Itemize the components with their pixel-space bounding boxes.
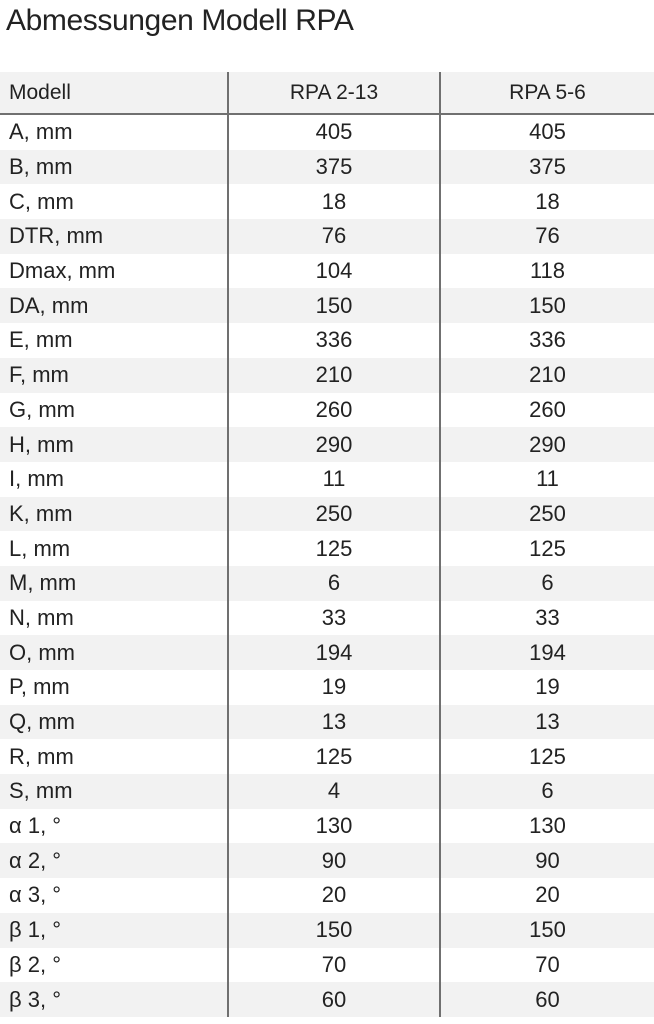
table-row [0,878,654,913]
cell-rpa-5-6: 6 [541,570,554,596]
table-row [0,254,654,289]
cell-rpa-5-6: 60 [535,986,560,1012]
cell-rpa-2-13: 18 [229,184,441,219]
cell-rpa-2-13: 130 [229,809,441,844]
table-row [0,358,654,393]
cell-rpa-5-6: 290 [529,431,566,457]
table-row [0,739,654,774]
table-row [0,115,654,150]
table-row [0,670,654,705]
table-body [0,115,654,1017]
table-row [0,219,654,254]
cell-rpa-5-6: 405 [529,119,566,145]
cell-rpa-2-13: 13 [229,705,441,740]
cell-dimension: B, mm [0,150,229,185]
cell-rpa-2-13: 125 [229,739,441,774]
cell-rpa-5-6: 125 [529,743,566,769]
cell-rpa-5-6: 250 [529,500,566,526]
cell-rpa-5-6: 125 [529,535,566,561]
cell-rpa-5-6: 13 [535,709,560,735]
table-row [0,497,654,532]
cell-rpa-2-13: 60 [229,982,441,1017]
cell-dimension: S, mm [0,774,229,809]
cell-dimension: A, mm [0,115,229,150]
cell-rpa-2-13: 194 [229,635,441,670]
table-row [0,531,654,566]
cell-rpa-5-6: 150 [529,917,566,943]
cell-dimension: F, mm [0,358,229,393]
table-row [0,913,654,948]
cell-rpa-2-13: 90 [229,843,441,878]
cell-dimension: O, mm [0,635,229,670]
table-row [0,288,654,323]
cell-rpa-5-6: 90 [535,847,560,873]
cell-dimension: DTR, mm [0,219,229,254]
table-row [0,635,654,670]
cell-dimension: α 1, ° [0,809,229,844]
cell-rpa-5-6: 336 [529,327,566,353]
cell-rpa-5-6: 33 [535,604,560,630]
cell-dimension: β 2, ° [0,948,229,983]
table-row [0,566,654,601]
cell-dimension: Dmax, mm [0,254,229,289]
cell-dimension: α 2, ° [0,843,229,878]
cell-rpa-5-6: 19 [535,674,560,700]
page-title: Abmessungen Modell RPA [6,4,354,37]
cell-rpa-2-13: 150 [229,288,441,323]
table-row [0,393,654,428]
cell-rpa-2-13: 20 [229,878,441,913]
table-row [0,774,654,809]
cell-dimension: L, mm [0,531,229,566]
cell-dimension: Q, mm [0,705,229,740]
cell-rpa-5-6: 11 [536,466,559,492]
dimensions-table [0,72,654,1017]
table-row [0,184,654,219]
cell-rpa-2-13: 290 [229,427,441,462]
cell-dimension: E, mm [0,323,229,358]
cell-rpa-5-6: 70 [535,951,560,977]
cell-dimension: α 3, ° [0,878,229,913]
cell-rpa-2-13: 33 [229,601,441,636]
cell-rpa-5-6: 375 [529,154,566,180]
cell-rpa-2-13: 336 [229,323,441,358]
cell-rpa-5-6: 20 [535,882,560,908]
cell-rpa-2-13: 250 [229,497,441,532]
cell-rpa-5-6: 6 [541,778,554,804]
header-cell-model: Modell [0,72,229,113]
table-row [0,462,654,497]
cell-rpa-5-6: 76 [535,223,560,249]
table-row [0,323,654,358]
cell-dimension: P, mm [0,670,229,705]
cell-rpa-2-13: 125 [229,531,441,566]
cell-rpa-5-6: 260 [529,396,566,422]
cell-rpa-2-13: 260 [229,393,441,428]
table-row [0,705,654,740]
cell-rpa-2-13: 11 [229,462,441,497]
table-row [0,843,654,878]
table-row [0,809,654,844]
cell-rpa-2-13: 150 [229,913,441,948]
cell-dimension: K, mm [0,497,229,532]
cell-rpa-5-6: 210 [529,362,566,388]
cell-dimension: β 3, ° [0,982,229,1017]
cell-rpa-2-13: 6 [229,566,441,601]
cell-rpa-2-13: 4 [229,774,441,809]
cell-rpa-2-13: 19 [229,670,441,705]
cell-rpa-2-13: 70 [229,948,441,983]
cell-dimension: I, mm [0,462,229,497]
table-row [0,601,654,636]
cell-rpa-5-6: 118 [529,258,566,284]
cell-rpa-5-6: 18 [535,188,560,214]
header-cell-rpa-2-13: RPA 2-13 [229,72,441,113]
table-row [0,427,654,462]
cell-dimension: H, mm [0,427,229,462]
cell-rpa-2-13: 210 [229,358,441,393]
table-row [0,948,654,983]
header-cell-rpa-5-6: RPA 5-6 [509,80,586,104]
cell-rpa-2-13: 405 [229,115,441,150]
cell-dimension: R, mm [0,739,229,774]
cell-rpa-5-6: 194 [529,639,566,665]
cell-rpa-2-13: 76 [229,219,441,254]
table-row [0,150,654,185]
cell-rpa-2-13: 375 [229,150,441,185]
cell-dimension: C, mm [0,184,229,219]
cell-rpa-2-13: 104 [229,254,441,289]
cell-dimension: β 1, ° [0,913,229,948]
cell-dimension: DA, mm [0,288,229,323]
table-row [0,982,654,1017]
cell-dimension: N, mm [0,601,229,636]
cell-dimension: M, mm [0,566,229,601]
cell-dimension: G, mm [0,393,229,428]
cell-rpa-5-6: 130 [529,813,566,839]
table-header-row [0,72,654,115]
cell-rpa-5-6: 150 [529,292,566,318]
